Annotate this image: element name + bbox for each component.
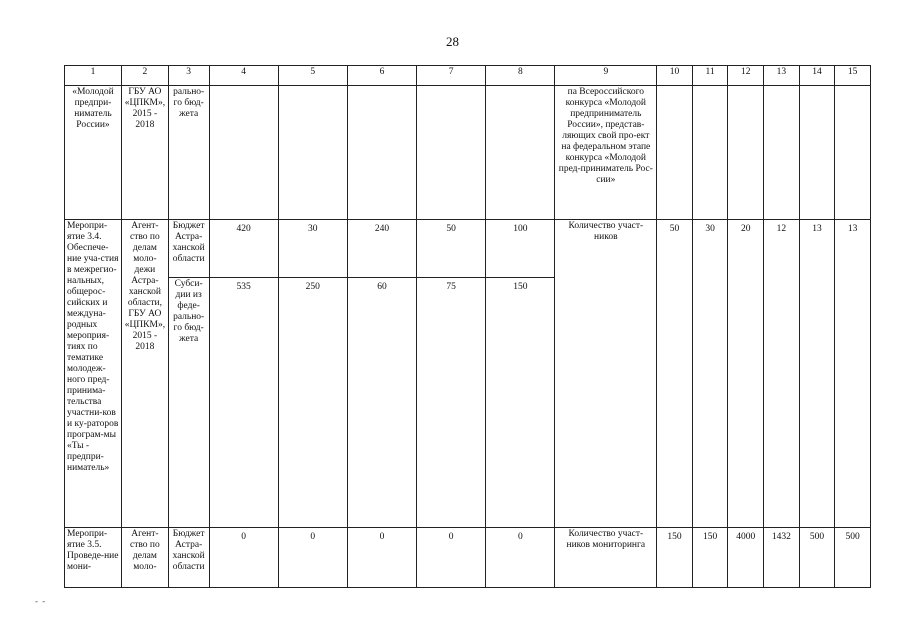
funding-source-cell: Субси-дии из феде-рально-го бюд-жета [168,278,209,528]
indicator-cell: Количество участ-ников мониторинга [555,528,657,588]
column-header: 5 [278,66,347,86]
value-cell: 535 [209,278,278,528]
measure-name-cell: Меропри-ятие 3.4. Обеспече-ние уча-стия в межрегио-нальных, общерос-сийских и междуна-родных мероприя-тиях по тематике молодеж-ного пред-принима-тельства участни-ков и ку-раторов програм-мы «Ты - предпри-ниматель» [65,220,122,528]
value-cell: 12 [764,220,800,528]
value-cell: 150 [486,278,555,528]
value-cell [764,86,800,220]
value-cell [347,86,416,220]
value-cell: 13 [835,220,871,528]
value-cell: 50 [657,220,693,528]
value-cell: 0 [486,528,555,588]
executor-cell: Агент-ство по делам моло-дежи Астра-ханской области, ГБУ АО «ЦПКМ», 2015 - 2018 [121,220,168,528]
funding-source-cell: Бюджет Астра-ханской области [168,220,209,278]
value-cell: 50 [417,220,486,278]
column-header: 3 [168,66,209,86]
column-header: 7 [417,66,486,86]
executor-cell: Агент-ство по делам моло- [121,528,168,588]
column-header: 12 [728,66,764,86]
column-header: 10 [657,66,693,86]
value-cell: 30 [692,220,728,528]
value-cell [657,86,693,220]
value-cell [728,86,764,220]
budget-table [64,65,871,588]
column-header: 9 [555,66,657,86]
value-cell: 500 [835,528,871,588]
value-cell: 30 [278,220,347,278]
value-cell: 13 [799,220,835,528]
column-header: 11 [692,66,728,86]
value-cell: 60 [347,278,416,528]
column-header: 13 [764,66,800,86]
value-cell: 1432 [764,528,800,588]
value-cell [486,86,555,220]
value-cell [692,86,728,220]
value-cell: 0 [417,528,486,588]
value-cell [799,86,835,220]
column-header: 4 [209,66,278,86]
column-header: 15 [835,66,871,86]
measure-name-cell: «Молодой предпри-ниматель России» [65,86,122,220]
value-cell: 150 [657,528,693,588]
value-cell: 240 [347,220,416,278]
column-header: 6 [347,66,416,86]
measure-name-cell: Меропри-ятие 3.5. Проведе-ние мони- [65,528,122,588]
value-cell: 0 [209,528,278,588]
value-cell: 500 [799,528,835,588]
value-cell: 100 [486,220,555,278]
value-cell: 0 [347,528,416,588]
column-header: 2 [121,66,168,86]
header-row [65,66,871,86]
value-cell [209,86,278,220]
executor-cell: ГБУ АО «ЦПКМ», 2015 - 2018 [121,86,168,220]
scan-artifact-mark: - - [35,596,47,606]
value-cell: 20 [728,220,764,528]
indicator-cell: па Всероссийского конкурса «Молодой предприниматель России», представ-ляющих свой про-ект на федеральном этапе конкурса «Молодой пред-приниматель Рос-сии» [555,86,657,220]
value-cell: 4000 [728,528,764,588]
column-header: 1 [65,66,122,86]
funding-source-cell: рально-го бюд-жета [168,86,209,220]
value-cell [835,86,871,220]
value-cell: 0 [278,528,347,588]
table-row-measure-3-4 [65,220,871,278]
page-number: 28 [446,34,459,49]
indicator-cell: Количество участ-ников [555,220,657,528]
column-header: 8 [486,66,555,86]
value-cell: 250 [278,278,347,528]
funding-source-cell: Бюджет Астра-ханской области [168,528,209,588]
value-cell: 75 [417,278,486,528]
value-cell: 420 [209,220,278,278]
value-cell: 150 [692,528,728,588]
table-row-continuation [65,86,871,220]
value-cell [278,86,347,220]
column-header: 14 [799,66,835,86]
table-row-measure-3-5 [65,528,871,588]
value-cell [417,86,486,220]
